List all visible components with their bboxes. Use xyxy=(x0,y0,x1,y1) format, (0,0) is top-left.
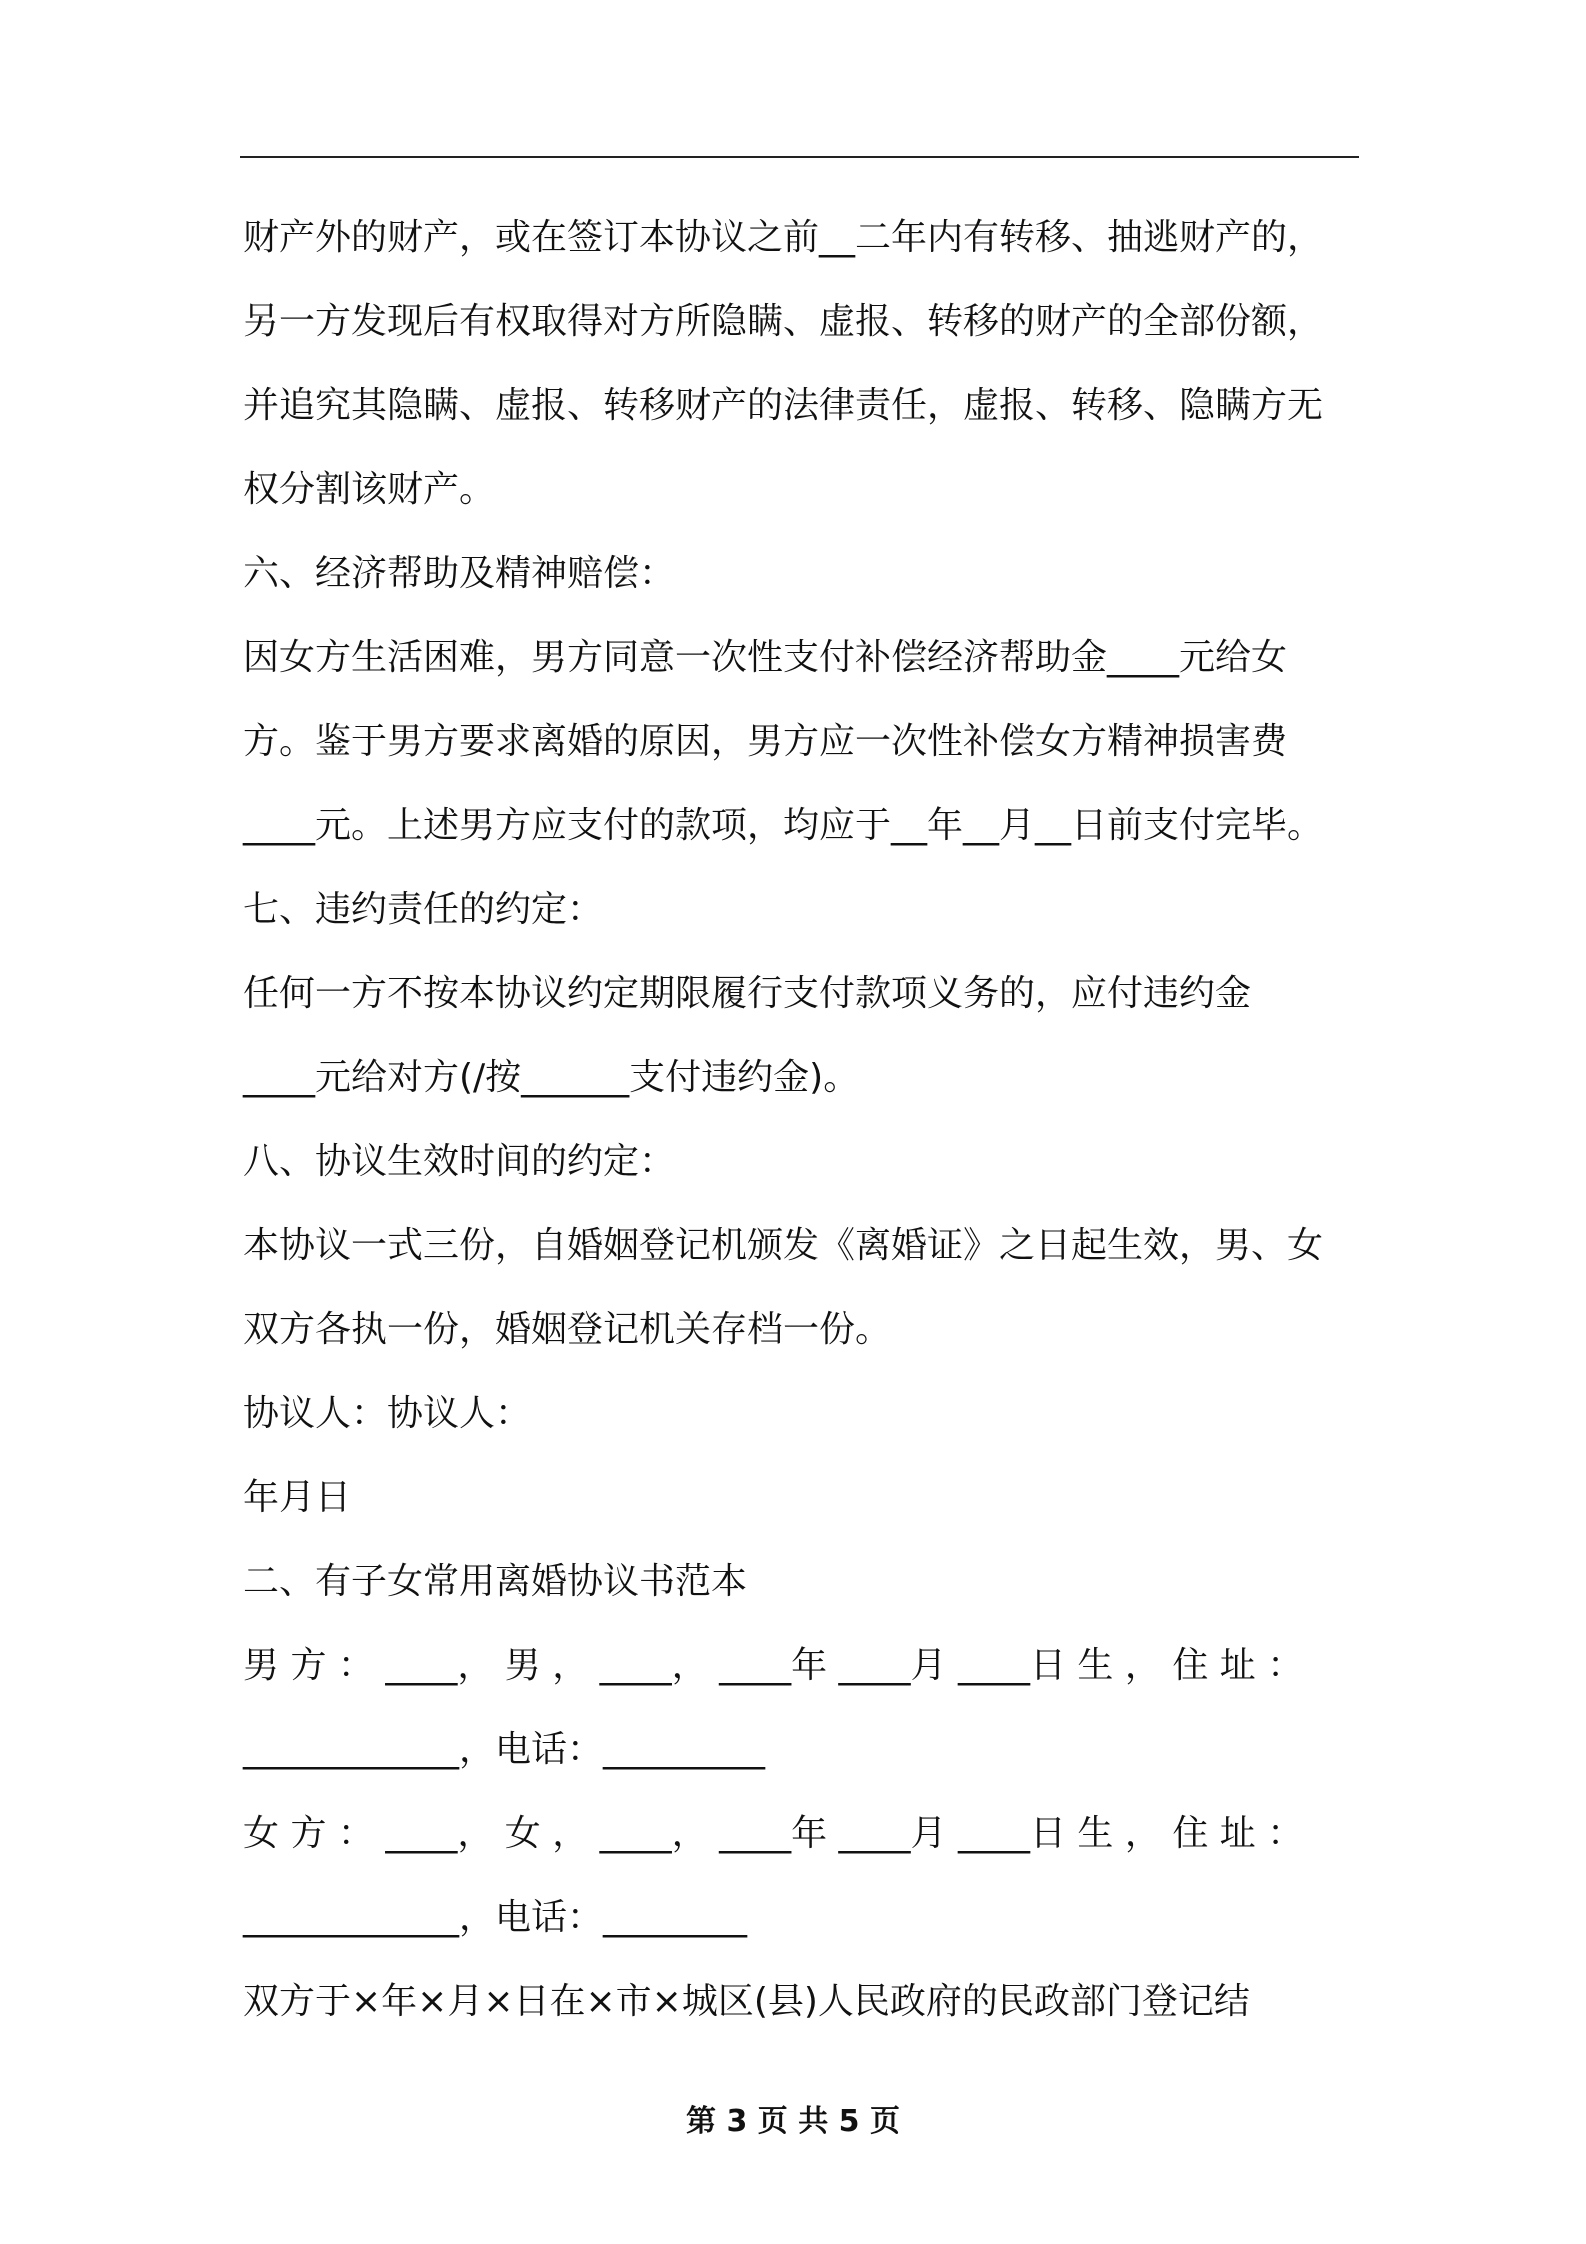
section-heading: 六、经济帮助及精神赔偿： xyxy=(243,553,676,594)
text-line: 本协议一式三份，自婚姻登记机颁发《离婚证》之日起生效，男、女 xyxy=(243,1225,1324,1266)
female-party-line: 女 方 ： ____， 女 ， ____， ____年 ____月 ____日 生 ， 住 址 ： xyxy=(243,1813,1304,1854)
date-line: 年月日 xyxy=(243,1477,352,1518)
signature-line: 协议人：协议人： xyxy=(243,1393,532,1434)
male-party-line: 男 方 ： ____， 男 ， ____， ____年 ____月 ____日 生 ， 住 址 ： xyxy=(243,1645,1304,1686)
text-line: 财产外的财产，或在签订本协议之前__二年内有转移、抽逃财产的， xyxy=(243,217,1324,258)
document-body xyxy=(243,196,1368,2044)
section-heading: 七、违约责任的约定： xyxy=(243,889,604,930)
text-line: 双方于×年×月×日在×市×城区(县)人民政府的民政部门登记结 xyxy=(243,1981,1250,2022)
text-line: 并追究其隐瞒、虚报、转移财产的法律责任，虚报、转移、隐瞒方无 xyxy=(243,385,1324,426)
male-contact-line: ____________，电话：_________ xyxy=(243,1729,766,1770)
text-line: 权分割该财产。 xyxy=(243,469,496,510)
text-line: 双方各执一份，婚姻登记机关存档一份。 xyxy=(243,1309,892,1350)
page-number: 第 3 页 共 5 页 xyxy=(686,2104,900,2139)
text-line: 另一方发现后有权取得对方所隐瞒、虚报、转移的财产的全部份额， xyxy=(243,301,1324,342)
section-heading: 八、协议生效时间的约定： xyxy=(243,1141,676,1182)
female-contact-line: ____________，电话：________ xyxy=(243,1897,748,1938)
text-line: 因女方生活困难，男方同意一次性支付补偿经济帮助金____元给女 xyxy=(243,637,1288,678)
text-line: 任何一方不按本协议约定期限履行支付款项义务的，应付违约金 xyxy=(243,973,1252,1014)
header-rule xyxy=(240,156,1359,158)
section-heading: 二、有子女常用离婚协议书范本 xyxy=(243,1561,748,1602)
text-line: 方。鉴于男方要求离婚的原因，男方应一次性补偿女方精神损害费 xyxy=(243,721,1288,762)
text-line: ____元。上述男方应支付的款项，均应于__年__月__日前支付完毕。 xyxy=(243,805,1324,846)
text-line: ____元给对方(/按______支付违约金)。 xyxy=(243,1057,860,1098)
